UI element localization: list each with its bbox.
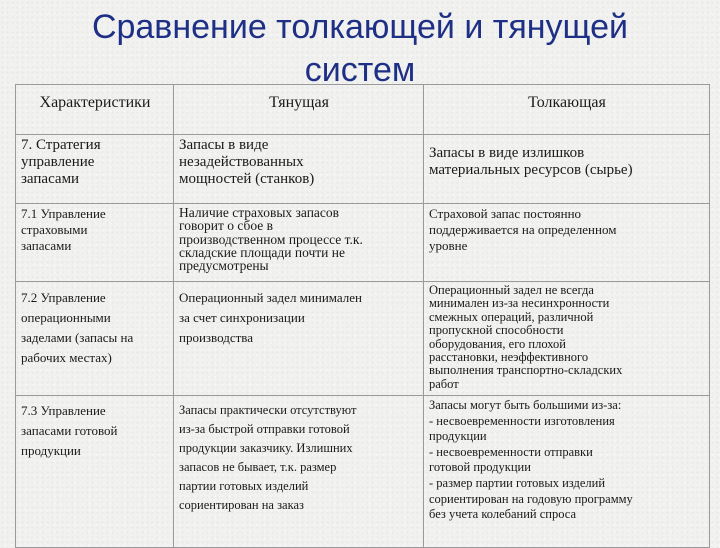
table-row (16, 396, 710, 548)
row-pull-value: Операционный задел минимален за счет синхронизации производства (174, 282, 424, 396)
slide-title-line-1: Сравнение толкающей и тянущей (91, 8, 629, 46)
row-characteristic: 7.3 Управление запасами готовой продукции (16, 396, 174, 548)
row-pull-value: Запасы в виде незадействованных мощностей (станков) (174, 135, 424, 204)
row-push-value: Страховой запас постоянно поддерживается на определенном уровне (424, 204, 710, 282)
header-characteristics: Характеристики (16, 85, 174, 135)
table-row (16, 204, 710, 282)
row-pull-value: Запасы практически отсутствуют из-за быстрой отправки готовой продукции заказчику. Излишних запасов не бывает, т.к. размер партии готовых изделий сориентирован на заказ (174, 396, 424, 548)
row-characteristic: 7. Стратегия управление запасами (16, 135, 174, 204)
row-characteristic: 7.1 Управление страховыми запасами (16, 204, 174, 282)
header-push: Толкающая (424, 85, 710, 135)
table-header-row (16, 85, 710, 135)
slide-title (0, 6, 720, 92)
comparison-table (15, 84, 710, 548)
row-characteristic: 7.2 Управление операционными заделами (запасы на рабочих местах) (16, 282, 174, 396)
header-pull: Тянущая (174, 85, 424, 135)
row-push-value: Запасы в виде излишков материальных ресурсов (сырье) (424, 135, 710, 204)
row-pull-value: Наличие страховых запасов говорит о сбое в производственном процессе т.к. складские площади почти не предусмотрены (174, 204, 424, 282)
row-push-value: Операционный задел не всегда минимален из-за несинхронности смежных операций, различной пропускной способности оборудования, его плохой расстановки, неэффективного выполнения транспортно-складских работ (424, 282, 710, 396)
row-push-value: Запасы могут быть большими из-за: - несвоевременности изготовления продукции - несвоевременности отправки готовой продукции - размер партии готовых изделий сориентирован на годовую программу без учета колебаний спроса (424, 396, 710, 548)
table-row (16, 282, 710, 396)
slide-title-line-2: систем (304, 51, 416, 89)
table-row (16, 135, 710, 204)
